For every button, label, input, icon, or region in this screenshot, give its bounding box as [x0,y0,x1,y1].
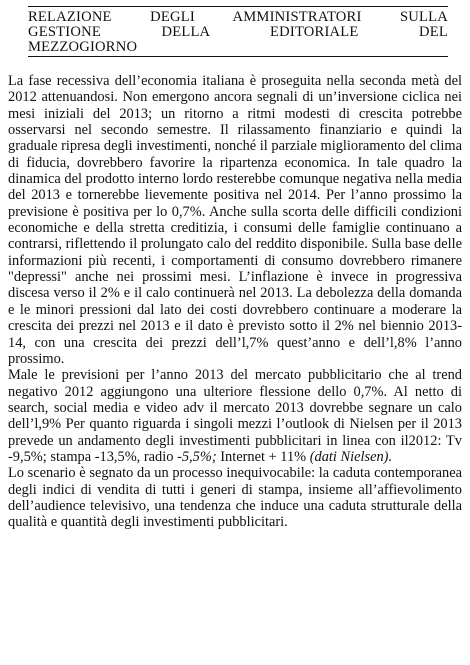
paragraph-advertising-radio-value: -5,5%; [177,448,217,465]
paragraph-economy: La fase recessiva dell’economia italiana è proseguita nella seconda metà del 2012 attenuandosi. Non emergono ancora segnali di un’inversione ciclica nei mesi iniziali del 2013; un ritorno a ritmi modesti di crescita potrebbe osservarsi nel secondo semestre. Il rilassamento finanziario e quindi la graduale ripresa degli investimenti, nonché il parziale miglioramento del clima di fiducia, dovrebbero favorire la ripartenza economica. In tale quadro la dinamica del prodotto interno lordo resterebbe comunque negativa nella media del 2013 e tornerebbe lievemente positiva nel 2014. Per l’anno prossimo la previsione è positiva per lo 0,7%. Anche sulla scorta delle difficili condizioni economiche e della stretta creditizia, i consumi delle famiglie continuano a contrarsi, riflettendo il prolungato calo del reddito disponibile. Sulla base delle informazioni più recenti, i comportamenti di consumo dovrebbero rimanere "depressi" anche nei prossimi mesi. L’inflazione è invece in progressiva discesa verso il 2% e il calo continuerà nel 2013. La debolezza della domanda e le minori pressioni dal lato dei costi dovrebbero continuare a moderare la crescita dei prezzi nel 2013 e il dato è previsto sotto il 2% nel biennio 2013-14, con una crescita dei prezzi dell’l,7% quest’anno e dell’l,8% l’anno prossimo. [8,73,462,367]
document-body [8,73,462,531]
document-header [28,6,448,57]
header-top-rule [28,6,448,7]
paragraph-advertising-main: Male le previsioni per l’anno 2013 del mercato pubblicitario che al trend negativo 2012 aggiungono una ulteriore flessione dello 0,7%. Al netto di search, social media e video adv il mercato 2013 dovrebbe segnare un calo dell’l,9% Per quanto riguarda i singoli mezzi l’outlook di Nielsen per il 2013 prevede un andamento degli investimenti pubblicitari in linea con il2012: Tv -9,5%; stampa -13,5%, radio [8,367,462,465]
paragraph-advertising-market [8,367,462,465]
paragraph-advertising-internet: Internet + 11% [216,448,310,465]
header-title-line-2: GESTIONE DELLA EDITORIALE DEL [28,24,448,40]
header-title-line-1: RELAZIONE DEGLI AMMINISTRATORI SULLA [28,9,448,25]
paragraph-press-scenario: Lo scenario è segnato da un processo inequivocabile: la caduta contemporanea degli indici di vendita di tutti i generi di stampa, insieme all’affievolimento dell’audience televisivo, una tendenza che induce una caduta strutturale della qualità e quantità degli investimenti pubblicitari. [8,465,462,531]
paragraph-advertising-source: (dati Nielsen). [309,448,393,465]
header-bottom-rule [28,56,448,57]
header-title-line-3: MEZZOGIORNO [28,39,138,55]
